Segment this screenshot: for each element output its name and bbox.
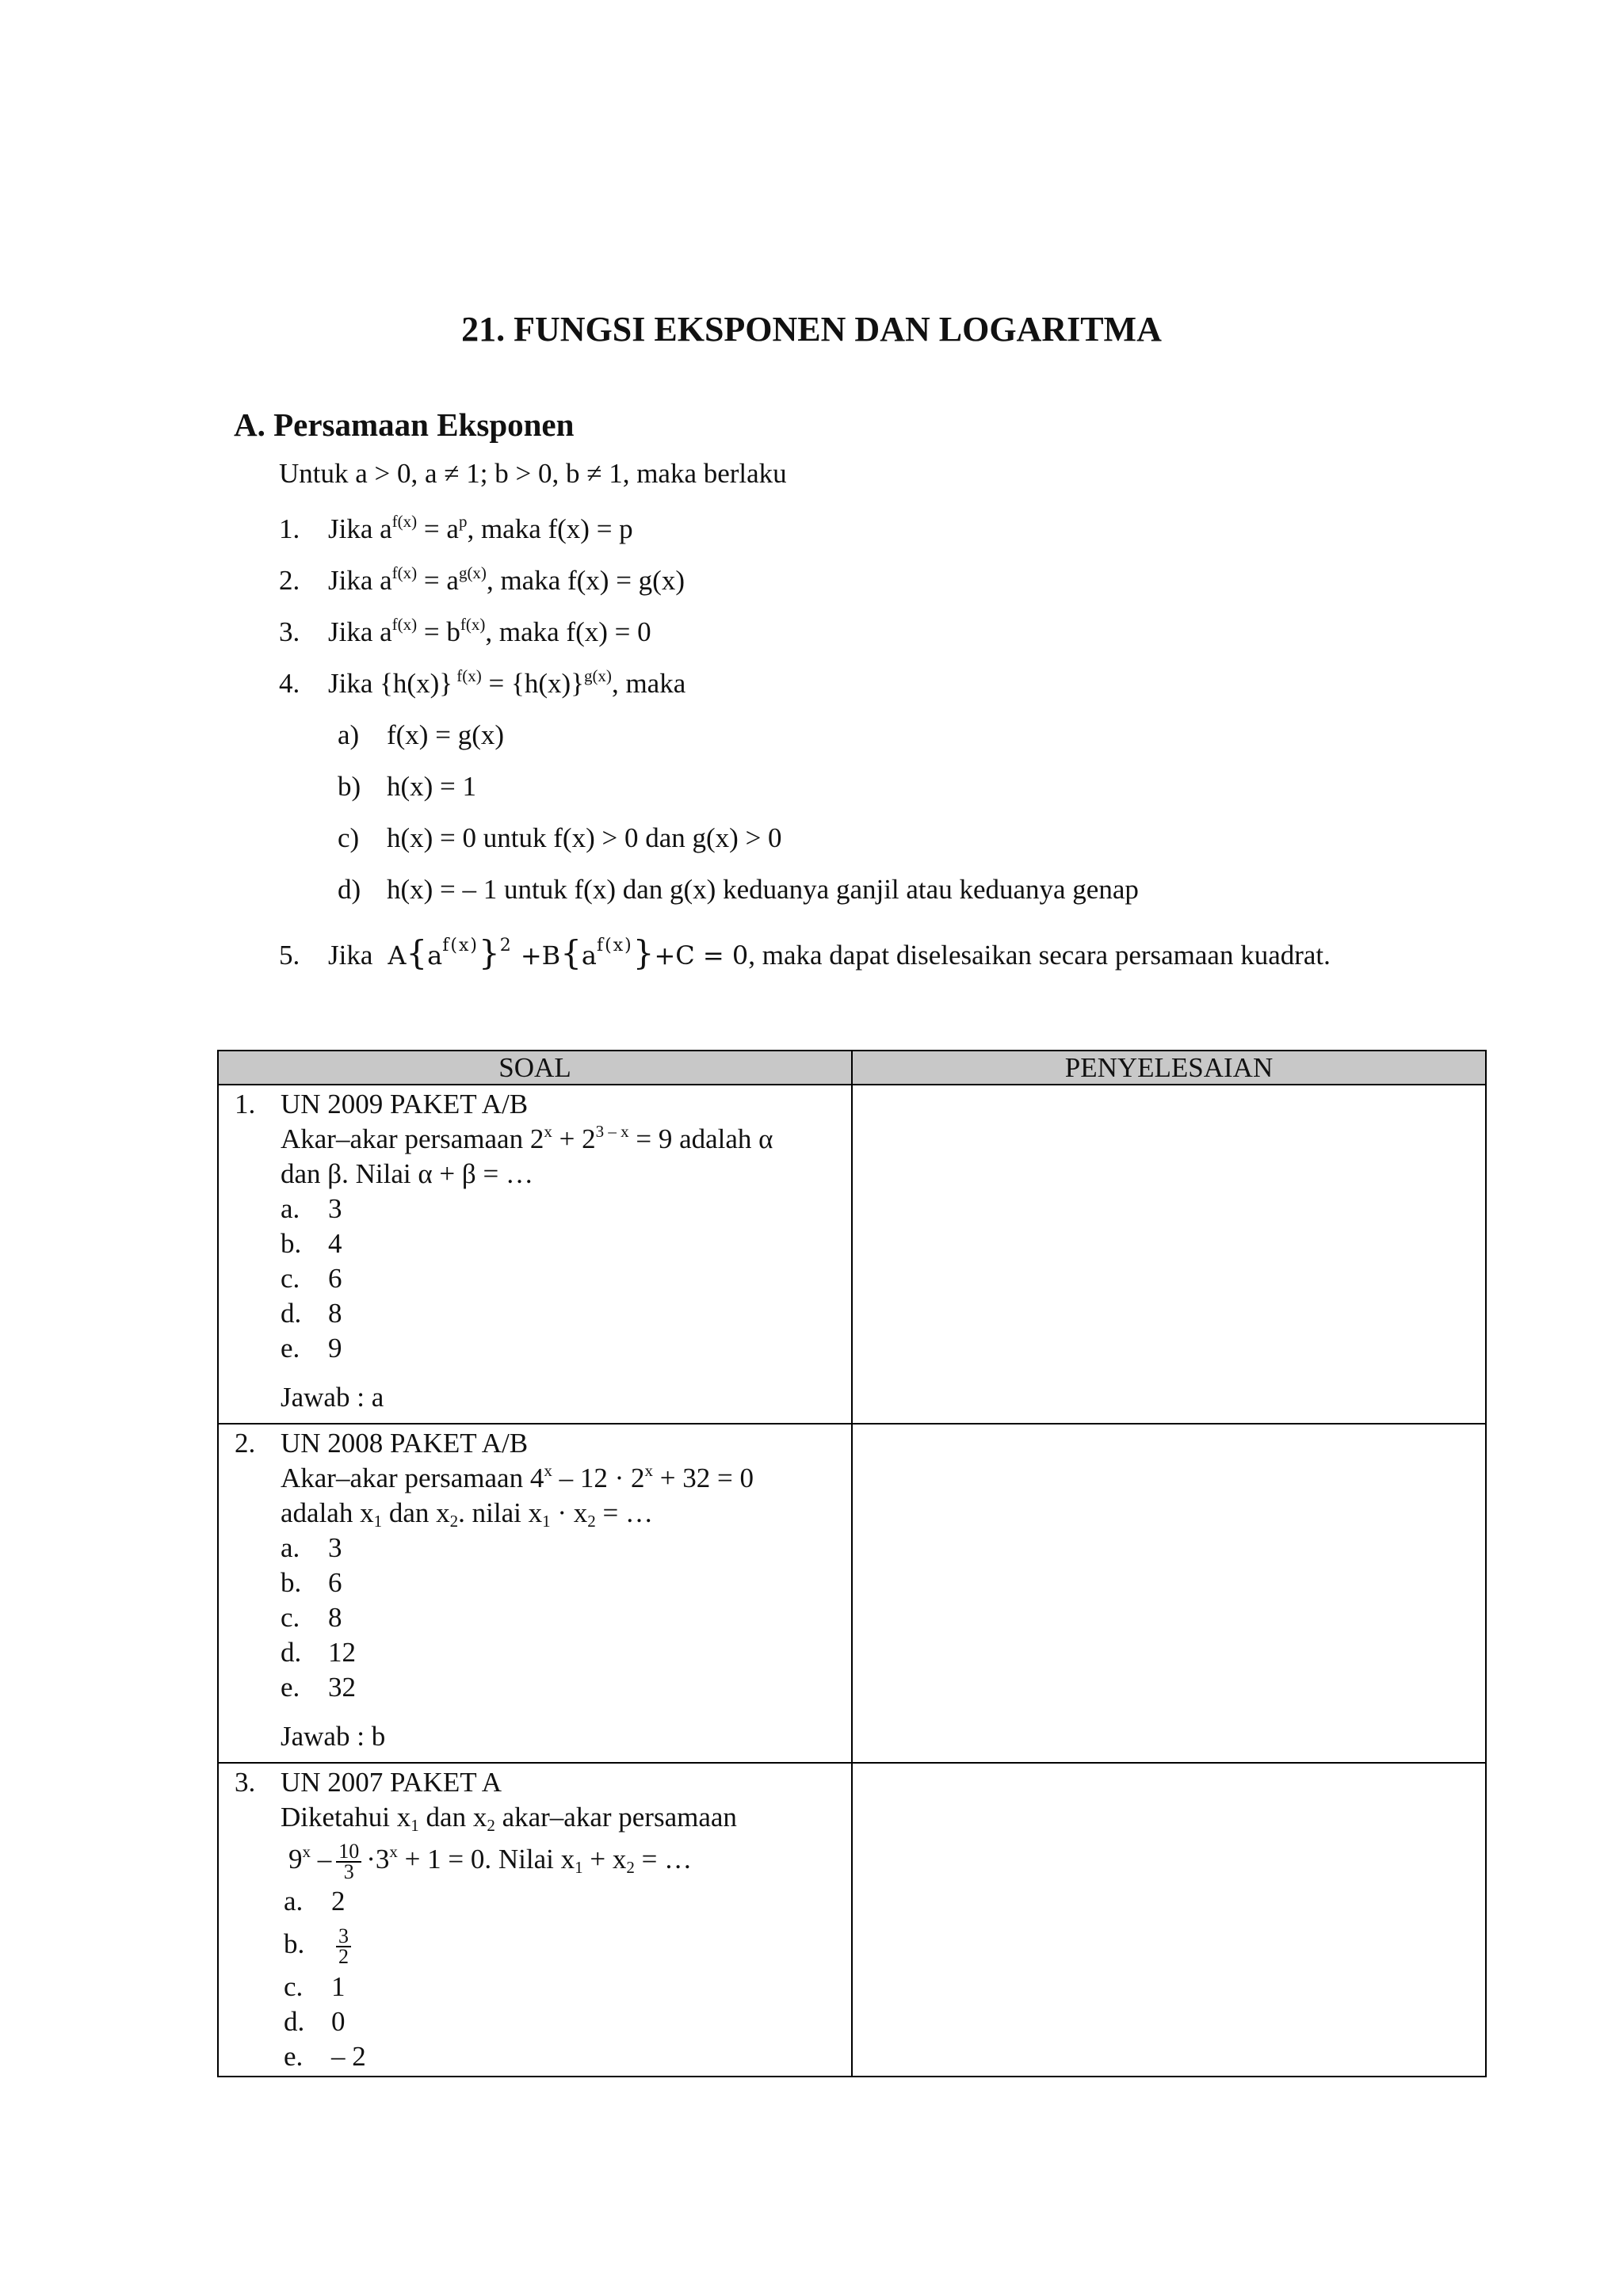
intro-text: Untuk a > 0, a ≠ 1; b > 0, b ≠ 1, maka berlaku: [279, 458, 787, 489]
option-a[interactable]: a. 3: [281, 1532, 342, 1563]
table-row: [218, 1763, 1486, 2077]
option-a[interactable]: a. 2: [284, 1886, 346, 1917]
option-e[interactable]: e. 32: [281, 1672, 356, 1703]
option-b[interactable]: b. 6: [281, 1567, 342, 1598]
fraction-three-halves: $\frac{3}{2}$: [336, 1927, 351, 1966]
option-e[interactable]: e. 9: [281, 1333, 342, 1363]
question-source: UN 2008 PAKET A/B: [281, 1428, 529, 1459]
question-1-cell: 1. UN 2009 PAKET A/B Akar–akar persamaan $2^x + 2^{3 - x} = 9$ adalah α dan β. Nilai α + β = … a. 3 b. 4 c. 6 d. 8 e. 9 Jawab : a: [218, 1085, 852, 1424]
option-b[interactable]: b. $\frac{3}{2}$: [235, 1919, 851, 1970]
question-2-cell: 2. UN 2008 PAKET A/B Akar–akar persamaan $4^x - 12 \cdot 2^x + 32 = 0$ adalah $x_1$ dan $x_2$. nilai $x_1 \cdot x_2$ = … a. 3 b. 6 c. 8 d. 12 e. 32 Jawab : b: [218, 1424, 852, 1763]
question-text: Akar–akar persamaan $4^x - 12 \cdot 2^x + 32 = 0$: [281, 1461, 754, 1493]
question-text: Diketahui $x_1$ dan $x_2$ akar–akar persamaan: [281, 1802, 737, 1835]
subrule-b: b) h(x) = 1: [338, 771, 477, 802]
question-source: UN 2007 PAKET A: [281, 1767, 502, 1798]
fraction-ten-thirds: $\frac{10}{3}$: [336, 1842, 361, 1882]
option-d[interactable]: d. 8: [281, 1298, 342, 1329]
option-d[interactable]: d. 0: [284, 2006, 346, 2037]
subrule-d: d) h(x) = – 1 untuk f(x) dan g(x) keduanya ganjil atau keduanya genap: [338, 874, 1139, 905]
option-c[interactable]: c. 8: [281, 1602, 342, 1633]
rule-1: 1. Jika $a^{f(x)} = a^p$, maka f(x) = p: [279, 512, 633, 544]
rule-3: 3. Jika $a^{f(x)} = b^{f(x)}$, maka f(x) = 0: [279, 615, 651, 647]
option-b[interactable]: b. 4: [281, 1228, 342, 1259]
solution-2-cell[interactable]: [852, 1424, 1486, 1763]
rule-5: 5. Jika $A\{a^{f(x)}\}^2 +B\{a^{f(x)}\}+C = 0$, maka dapat diselesaikan secara persamaan kuadrat.: [279, 933, 1331, 972]
header-penyelesaian: PENYELESAIAN: [852, 1051, 1486, 1085]
option-c[interactable]: c. 1: [284, 1971, 346, 2002]
rule-2: 2. Jika $a^{f(x)} = a^{g(x)}$, maka f(x) = g(x): [279, 563, 685, 596]
quadratic-form-formula: $A\{a^{f(x)}\}^2 +B\{a^{f(x)}\}+C = 0$: [388, 933, 749, 972]
rule-4: 4. Jika {h(x)} $^{f(x)} = \{h(x)\}^{g(x)}$, maka: [279, 666, 686, 699]
question-table: [217, 1050, 1487, 2077]
subrule-c: c) h(x) = 0 untuk f(x) > 0 dan g(x) > 0: [338, 822, 782, 853]
answer-key: Jawab : a: [281, 1382, 384, 1413]
subrule-a: a) f(x) = g(x): [338, 719, 505, 750]
section-heading: A. Persamaan Eksponen: [234, 406, 575, 443]
solution-1-cell[interactable]: [852, 1085, 1486, 1424]
question-text: Akar–akar persamaan $2^x + 2^{3 - x} = 9$ adalah α: [281, 1122, 773, 1154]
option-c[interactable]: c. 6: [281, 1263, 342, 1294]
page-title: 21. FUNGSI EKSPONEN DAN LOGARITMA: [461, 310, 1162, 349]
option-d[interactable]: d. 12: [281, 1637, 356, 1668]
option-a[interactable]: a. 3: [281, 1193, 342, 1224]
option-e[interactable]: e. – 2: [284, 2041, 366, 2072]
table-row: [218, 1085, 1486, 1424]
table-row: [218, 1424, 1486, 1763]
answer-key: Jawab : b: [281, 1721, 386, 1752]
question-3-cell: 3. UN 2007 PAKET A Diketahui $x_1$ dan $x_2$ akar–akar persamaan 9$^x$ – $\frac{10}{3}$ $\cdot 3^x + 1 = 0$. Nilai $x_1 + x_2$ = … a. 2 b. $\frac{3}{2}$ c. 1 d. 0 e. – 2: [218, 1763, 852, 2077]
header-soal: SOAL: [218, 1051, 852, 1085]
question-source: UN 2009 PAKET A/B: [281, 1089, 529, 1119]
solution-3-cell[interactable]: [852, 1763, 1486, 2077]
